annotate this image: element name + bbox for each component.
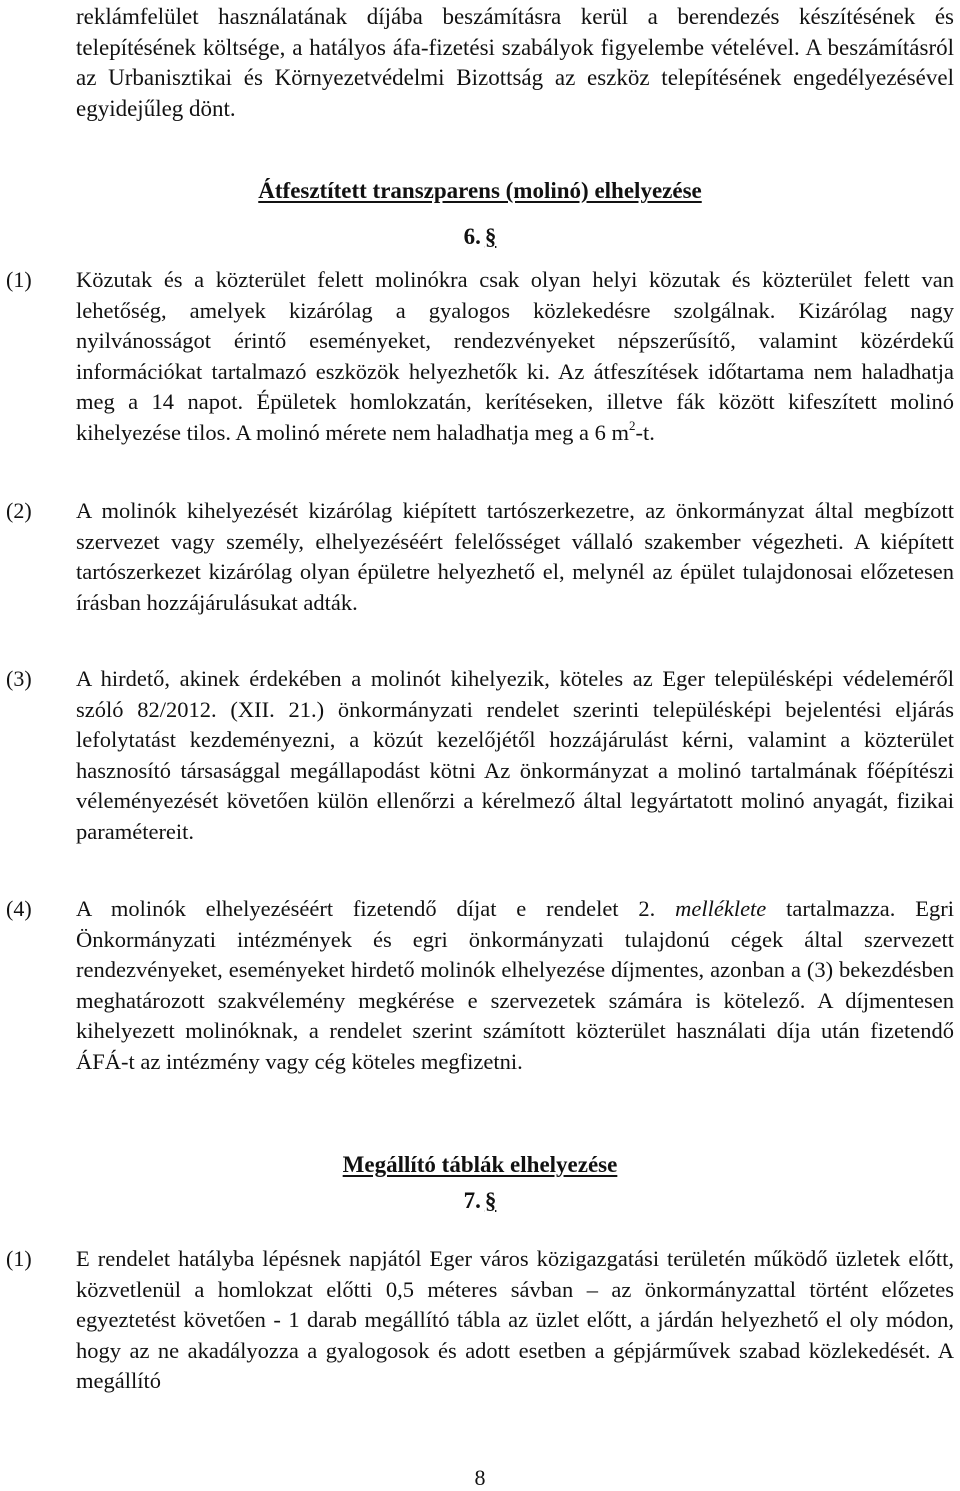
section-number: 6. <box>463 224 481 249</box>
section-7-heading: Megállító táblák elhelyezése <box>342 1152 618 1177</box>
paragraph-number: (3) <box>6 666 32 691</box>
section-6-number <box>0 222 960 252</box>
paragraph-text <box>76 265 954 449</box>
paragraph-text-part: A molinók elhelyezéséért fizetendő díjat e rendelet 2. <box>76 896 676 921</box>
superscript: 2 <box>628 418 636 434</box>
paragraph-text: A molinók kihelyezését kizárólag kiépített tartószerkezetre, az önkormányzat által megbízott szervezet vagy személy, elhelyezéséért felelősséget vállaló szakember végezheti. A kiépített tartószerkezet kizárólag olyan épületre helyezhető el, melynél az épület tulajdonosai előzetesen írásban hozzájárulásukat adták. <box>76 498 954 615</box>
section-sign-icon: § <box>484 224 497 249</box>
paragraph-number: (1) <box>6 1246 32 1271</box>
section-sign-icon: § <box>484 1188 497 1213</box>
section-7-number <box>0 1186 960 1216</box>
paragraph-number: (2) <box>6 498 32 523</box>
page-number: 8 <box>474 1465 486 1490</box>
paragraph-text-part: -t. <box>635 419 655 445</box>
paragraph-number: (4) <box>6 896 32 921</box>
section-number: 7. <box>463 1188 481 1213</box>
paragraph-text: E rendelet hatályba lépésnek napjától Eger város közigazgatási területén működő üzletek előtt, közvetlenül a homlokzat előtti 0,5 méteres sávban – az önkormányzattal történt előzetes egyeztetést követően - 1 darab megállító tábla az üzlet előtt, a járdán helyezhető el oly módon, hogy az ne akadályozza a gyalogosok és adott esetben a gépjárművek szabad közlekedését. A megállító <box>76 1246 954 1394</box>
italic-reference: melléklete <box>675 896 767 921</box>
paragraph-text-part: tartalmazza. Egri Önkormányzati intézmények és egri önkormányzati tulajdonú cégek által szervezett rendezvényeket, eseményeket hirdető molinók elhelyezése díjmentes, azonban a (3) bekezdésben meghatározott szakvélemény megkérése e szervezetek számára is kötelező. A díjmentesen kihelyezett molinóknak, a rendelet szerint számított közterület használati díja után fizetendő ÁFÁ-t az intézmény vagy cég köteles megfizetni. <box>76 896 954 1074</box>
intro-paragraph: reklámfelület használatának díjába beszámításra kerül a berendezés készítésének és telepítésének költsége, a hatályos áfa-fizetési szabályok figyelembe vételével. A beszámításról az Urbanisztikai és Környezetvédelmi Bizottság az eszköz telepítésének engedélyezésével egyidejűleg dönt. <box>76 4 954 121</box>
section-6-heading: Átfesztített transzparens (molinó) elhelyezése <box>258 178 702 203</box>
paragraph-text <box>76 894 954 1078</box>
paragraph-number: (1) <box>6 267 32 292</box>
paragraph-text: A hirdető, akinek érdekében a molinót kihelyezik, köteles az Eger településképi védeleméről szóló 82/2012. (XII. 21.) önkormányzati rendelet szerinti településképi bejelentési eljárás lefolytatást kezdeményezni, a közút kezelőjétől hozzájárulást kérni, valamint a közterület hasznosító társasággal megállapodást kötni Az önkormányzat a molinó tartalmának főépítészi véleményezését követően külön ellenőrzi a kérelmező által legyártatott molinó anyagát, fizikai paramétereit. <box>76 666 954 844</box>
paragraph-text-part: Közutak és a közterület felett molinókra csak olyan helyi közutak és közterület felett van lehetőség, amelyek kizárólag a gyalogos közlekedésre szolgálnak. Kizárólag nagy nyilvánosságot érintő eseményeket, rendezvényeket népszerűsítő, valamint közérdekű információkat tartalmazó eszközök helyezhetők ki. Az átfeszítések időtartama nem haladhatja meg a 14 napot. Épületek homlokzatán, kerítéseken, illetve fák között kifeszített molinó kihelyezése tilos. A molinó mérete nem haladhatja meg a 6 m <box>76 267 954 445</box>
